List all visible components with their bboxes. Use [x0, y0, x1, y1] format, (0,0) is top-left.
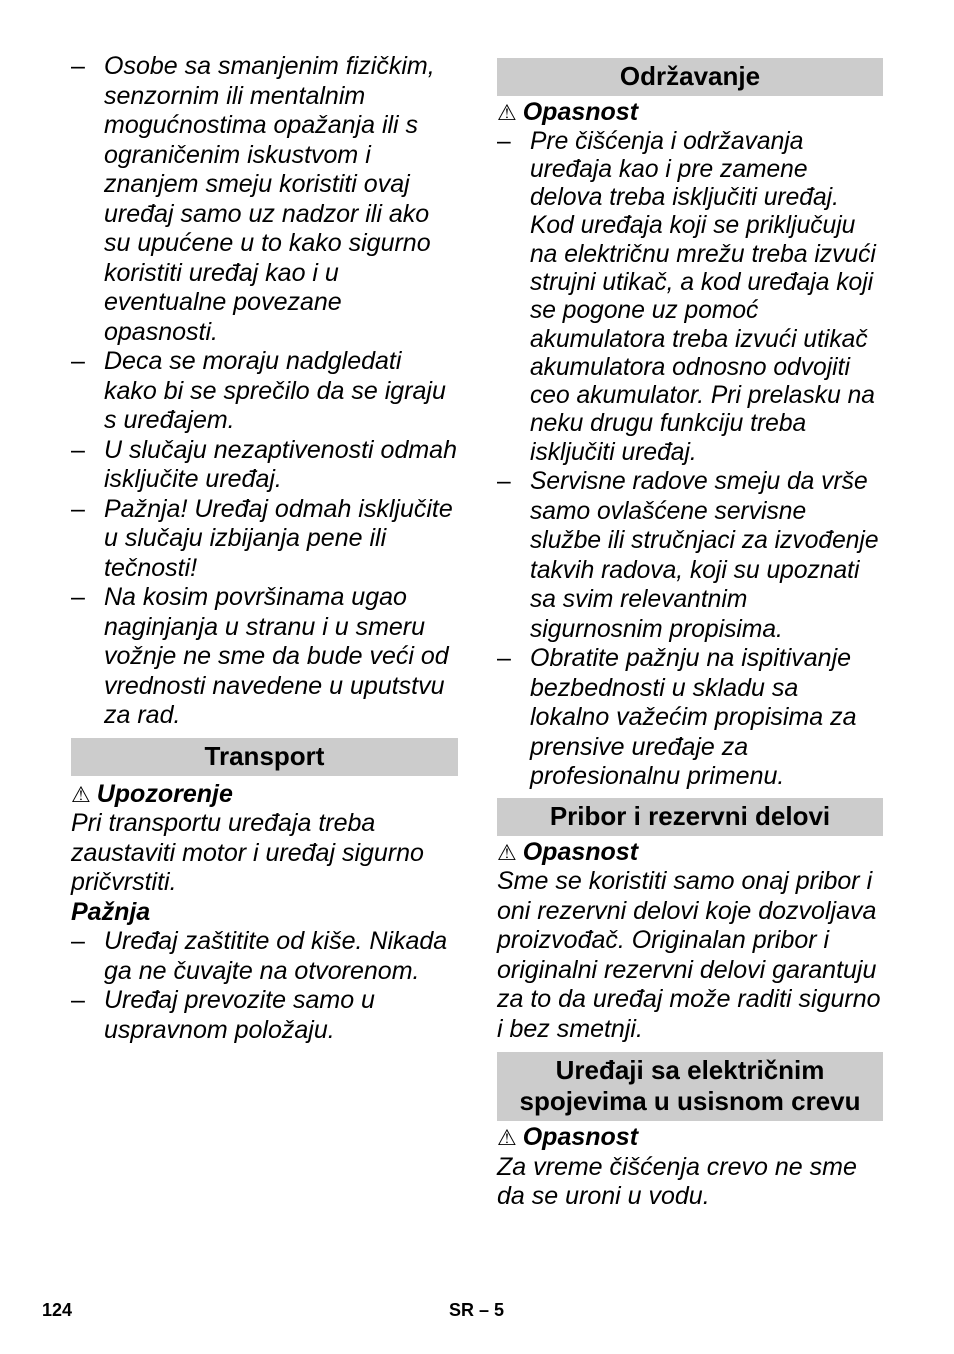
section-footer: SR – 5	[449, 1300, 505, 1320]
dash-icon: –	[71, 435, 85, 464]
warning-triangle-icon: ⚠	[71, 781, 91, 807]
section-heading-transport: Transport	[71, 738, 458, 776]
note-label: Pažnja	[71, 897, 151, 926]
list-item: – Pažnja! Uređaj odmah isključite u slučaju izbijanja pene ili tečnosti!	[71, 494, 453, 582]
warning-label: ⚠ Upozorenje	[71, 779, 233, 808]
list-item: – Pre čišćenja i održavanja uređaja kao i pre zamene delova treba isključiti uređaj. Kod uređaja koji se priključuju na električnu mrežu treba izvući strujni utikač, a kod uređaja koji se pogone uz pomoć akumulatora treba izvući utikač akumulatora odnosno odvojiti ceo akumulator. Pri prelasku na neku drugu funkciju treba isključiti uređaj.	[497, 127, 876, 466]
warning-triangle-icon: ⚠	[497, 100, 517, 125]
dash-icon: –	[71, 494, 85, 523]
page-number: 124	[42, 1300, 73, 1320]
section-heading-accessories: Pribor i rezervni delovi	[497, 798, 883, 836]
dash-icon: –	[71, 583, 85, 611]
list-item: – Uređaj prevozite samo u uspravnom položaju.	[71, 986, 375, 1044]
transport-warning-text: Pri transportu uređaja treba zaustaviti motor i uređaj sigurno pričvrstiti.	[71, 809, 424, 896]
danger-label: ⚠ Opasnost	[497, 1123, 639, 1152]
dash-icon: –	[71, 347, 85, 375]
warning-triangle-icon: ⚠	[497, 1125, 517, 1151]
dash-icon: –	[497, 644, 511, 673]
list-item: – Uređaj zaštitite od kiše. Nikada ga ne čuvajte na otvorenom.	[71, 927, 448, 985]
list-item: – Deca se moraju nadgledati kako bi se sprečilo da se igraju s uređajem.	[71, 347, 446, 434]
warning-triangle-icon: ⚠	[497, 839, 517, 865]
dash-icon: –	[497, 127, 511, 155]
dash-icon: –	[71, 927, 85, 955]
dash-icon: –	[497, 468, 511, 496]
dash-icon: –	[71, 986, 85, 1014]
right-column	[497, 58, 883, 1212]
danger-label: ⚠ Opasnost	[497, 98, 639, 126]
electrical-text: Za vreme čišćenja crevo ne sme da se uroni u vodu.	[497, 1152, 857, 1211]
section-heading-electrical: Uređaji sa električnim spojevima u usisnom crevu	[497, 1052, 883, 1121]
list-item: – Na kosim površinama ugao naginjanja u stranu i u smeru vožnje ne sme da bude veći od vrednosti navedene u uputstvu za rad.	[71, 583, 449, 729]
left-column	[71, 52, 458, 1045]
section-heading-maintenance: Održavanje	[497, 58, 883, 96]
list-item: – Osobe sa smanjenim fizičkim, senzornim ili mentalnim mogućnostima opažanja ili s ograničenim iskustvom i znanjem smeju koristiti ovaj uređaj samo uz nadzor ili ako su upućene u to kako sigurno koristiti uređaj kao i u eventualne povezane opasnosti.	[71, 52, 435, 346]
list-item: – Obratite pažnju na ispitivanje bezbednosti u skladu sa lokalno važećim propisima za prensive uređaje za profesionalnu primenu.	[497, 644, 857, 791]
accessories-text: Sme se koristiti samo onaj pribor i oni rezervni delovi koje dozvoljava proizvođač. Originalan pribor i originalni rezervni delovi garantuju za to da uređaj može raditi sigurno i bez smetnji.	[497, 867, 881, 1043]
list-item: – Servisne radove smeju da vrše samo ovlašćene servisne službe ili stručnjaci za izvođenje takvih radova, koji su upoznati sa svim relevantnim sigurnosnim propisima.	[497, 468, 879, 643]
dash-icon: –	[71, 52, 85, 80]
list-item: – U slučaju nezaptivenosti odmah isključite uređaj.	[71, 435, 457, 493]
danger-label: ⚠ Opasnost	[497, 837, 639, 866]
